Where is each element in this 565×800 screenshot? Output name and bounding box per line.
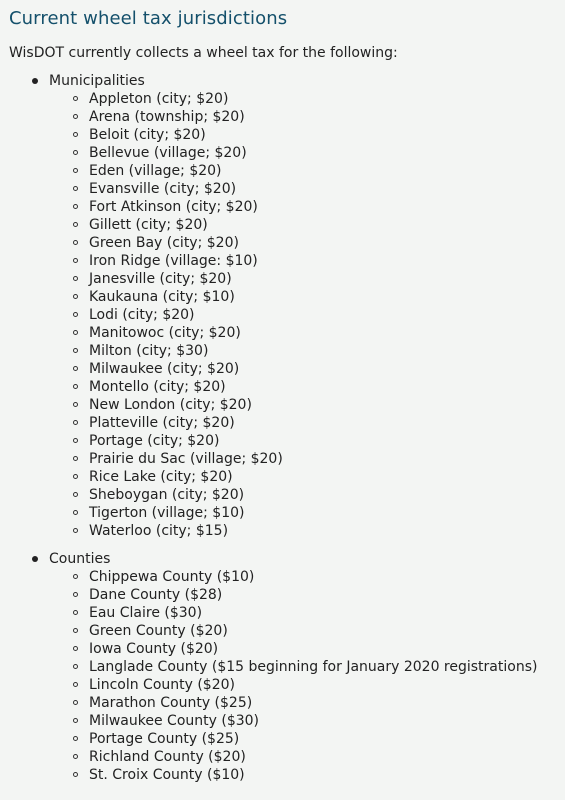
list-item: [49, 306, 565, 324]
bullet-circle-icon: [73, 186, 78, 191]
list-item-text: Marathon County ($25): [89, 695, 253, 711]
bullet-circle-icon: [73, 168, 78, 173]
list-item-text: Montello (city; $20): [89, 379, 226, 395]
list-item-text: Manitowoc (city; $20): [89, 325, 241, 341]
bullet-circle-icon: [73, 240, 78, 245]
bullet-disc-icon: [32, 556, 38, 562]
section-label: Municipalities: [49, 73, 145, 89]
list-item: [49, 342, 565, 360]
bullet-circle-icon: [73, 700, 78, 705]
list-item: [49, 270, 565, 288]
list-item-text: Dane County ($28): [89, 587, 223, 603]
bullet-circle-icon: [73, 420, 78, 425]
list-item-text: Portage (city; $20): [89, 433, 220, 449]
list-item: [49, 504, 565, 522]
list-item: [49, 694, 565, 712]
list-item: [49, 396, 565, 414]
list-item-text: Lincoln County ($20): [89, 677, 235, 693]
list-item-text: Richland County ($20): [89, 749, 246, 765]
list-item-text: New London (city; $20): [89, 397, 252, 413]
list-item: [49, 180, 565, 198]
list-item-text: Waterloo (city; $15): [89, 523, 229, 539]
bullet-circle-icon: [73, 384, 78, 389]
list-item: [49, 144, 565, 162]
bullet-circle-icon: [73, 312, 78, 317]
bullet-circle-icon: [73, 294, 78, 299]
list-item: [49, 712, 565, 730]
bullet-circle-icon: [73, 330, 78, 335]
list-item-text: Milton (city; $30): [89, 343, 209, 359]
list-item-text: Prairie du Sac (village; $20): [89, 451, 283, 467]
list-item: [49, 676, 565, 694]
bullet-circle-icon: [73, 492, 78, 497]
list-item-text: Portage County ($25): [89, 731, 240, 747]
list-item-text: Milwaukee (city; $20): [89, 361, 240, 377]
list-item-text: Milwaukee County ($30): [89, 713, 260, 729]
list-item-text: Chippewa County ($10): [89, 569, 255, 585]
list-item: [49, 658, 565, 676]
bullet-circle-icon: [73, 592, 78, 597]
list-item: [49, 378, 565, 396]
counties-list: [49, 568, 565, 784]
bullet-circle-icon: [73, 258, 78, 263]
list-item: [49, 450, 565, 468]
list-item: [49, 216, 565, 234]
municipalities-list: [49, 90, 565, 540]
list-item: [49, 766, 565, 784]
bullet-circle-icon: [73, 754, 78, 759]
section-label: Counties: [49, 551, 111, 567]
list-item-text: Iron Ridge (village: $10): [89, 253, 258, 269]
bullet-circle-icon: [73, 348, 78, 353]
list-item: [49, 486, 565, 504]
list-item: [49, 586, 565, 604]
bullet-circle-icon: [73, 132, 78, 137]
bullet-circle-icon: [73, 682, 78, 687]
list-item: [49, 522, 565, 540]
bullet-disc-icon: [32, 78, 38, 84]
list-item: [49, 622, 565, 640]
list-item-text: Eden (village; $20): [89, 163, 222, 179]
list-item: [49, 414, 565, 432]
bullet-circle-icon: [73, 204, 78, 209]
bullet-circle-icon: [73, 96, 78, 101]
bullet-circle-icon: [73, 114, 78, 119]
list-item-text: Appleton (city; $20): [89, 91, 229, 107]
bullet-circle-icon: [73, 718, 78, 723]
bullet-circle-icon: [73, 510, 78, 515]
page-title: Current wheel tax jurisdictions: [9, 8, 288, 29]
list-item: [49, 252, 565, 270]
list-item-text: Platteville (city; $20): [89, 415, 235, 431]
list-item: [49, 748, 565, 766]
bullet-circle-icon: [73, 438, 78, 443]
bullet-circle-icon: [73, 222, 78, 227]
bullet-circle-icon: [73, 574, 78, 579]
list-item: [49, 234, 565, 252]
list-item: [49, 108, 565, 126]
list-item: [49, 360, 565, 378]
bullet-circle-icon: [73, 736, 78, 741]
list-item-text: Langlade County ($15 beginning for January 2020 registrations): [89, 659, 538, 675]
bullet-circle-icon: [73, 610, 78, 615]
bullet-circle-icon: [73, 474, 78, 479]
list-item: [49, 568, 565, 586]
list-item-text: Eau Claire ($30): [89, 605, 203, 621]
bullet-circle-icon: [73, 402, 78, 407]
list-item-text: Rice Lake (city; $20): [89, 469, 233, 485]
intro-text: WisDOT currently collects a wheel tax for the following:: [9, 45, 398, 61]
section-counties: [9, 550, 565, 784]
list-item: [49, 162, 565, 180]
list-item-text: Sheboygan (city; $20): [89, 487, 245, 503]
bullet-circle-icon: [73, 664, 78, 669]
list-item-text: St. Croix County ($10): [89, 767, 245, 783]
bullet-circle-icon: [73, 150, 78, 155]
list-item-text: Arena (township; $20): [89, 109, 245, 125]
list-item: [49, 324, 565, 342]
list-item-text: Lodi (city; $20): [89, 307, 195, 323]
bullet-circle-icon: [73, 646, 78, 651]
list-item-text: Fort Atkinson (city; $20): [89, 199, 258, 215]
list-item-text: Kaukauna (city; $10): [89, 289, 235, 305]
bullet-circle-icon: [73, 772, 78, 777]
list-item: [49, 126, 565, 144]
list-item-text: Evansville (city; $20): [89, 181, 237, 197]
bullet-circle-icon: [73, 628, 78, 633]
bullet-circle-icon: [73, 276, 78, 281]
list-item: [49, 640, 565, 658]
list-item: [49, 90, 565, 108]
list-item: [49, 468, 565, 486]
jurisdiction-list: [9, 72, 565, 784]
list-item-text: Green Bay (city; $20): [89, 235, 239, 251]
list-item-text: Beloit (city; $20): [89, 127, 206, 143]
list-item-text: Iowa County ($20): [89, 641, 219, 657]
list-item: [49, 604, 565, 622]
list-item: [49, 432, 565, 450]
bullet-circle-icon: [73, 528, 78, 533]
bullet-circle-icon: [73, 456, 78, 461]
list-item-text: Green County ($20): [89, 623, 228, 639]
section-municipalities: [9, 72, 565, 540]
list-item-text: Gillett (city; $20): [89, 217, 208, 233]
list-item-text: Tigerton (village; $10): [89, 505, 245, 521]
list-item-text: Janesville (city; $20): [89, 271, 232, 287]
list-item-text: Bellevue (village; $20): [89, 145, 247, 161]
list-item: [49, 288, 565, 306]
bullet-circle-icon: [73, 366, 78, 371]
list-item: [49, 198, 565, 216]
list-item: [49, 730, 565, 748]
